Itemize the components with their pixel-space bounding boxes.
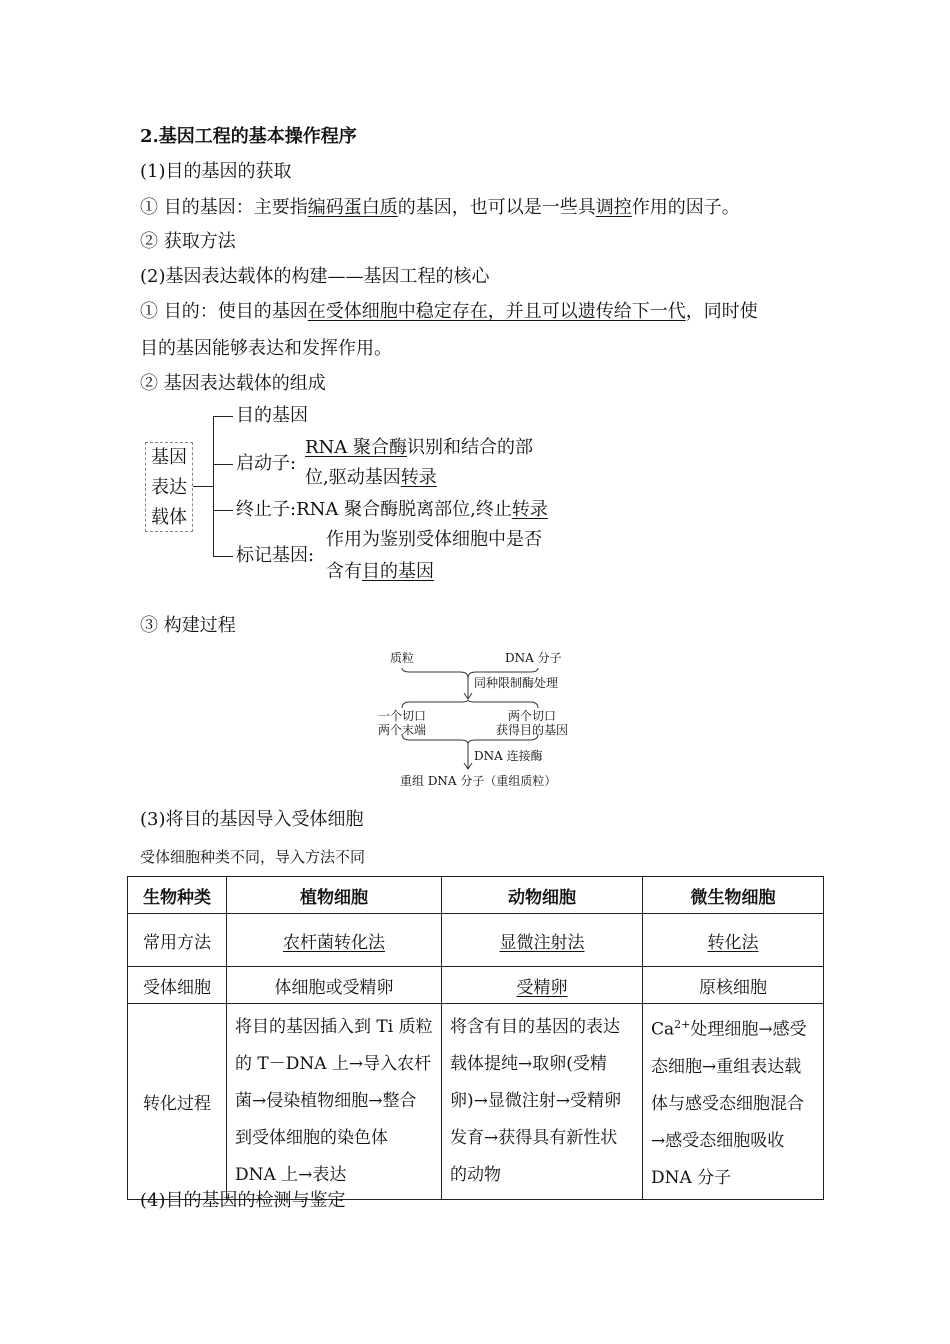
section-title: 2.基因工程的基本操作程序	[140, 126, 357, 147]
table-header-row	[128, 877, 824, 914]
table-cell: $Ca^{2+}$处理细胞→感受态细胞→重组表达载体与感受态细胞混合→感受态细胞吸收 DNA 分子	[643, 1004, 824, 1200]
s2-purpose-line2: 目的基因能够表达和发挥作用。	[140, 338, 392, 359]
flow-right-mid-2: 获得目的基因	[496, 723, 569, 737]
flow-plasmid: 质粒	[390, 651, 415, 665]
branch-terminator: 终止子:RNA 聚合酶脱离部位,终止转录	[236, 499, 548, 520]
branch-promoter-line2: 位,驱动基因转录	[305, 467, 437, 488]
branch-promoter-line1: RNA 聚合酶识别和结合的部	[305, 437, 534, 458]
s3-note: 受体细胞种类不同，导入方法不同	[140, 848, 366, 866]
table-row	[128, 914, 824, 967]
s1-target-gene: ① 目的基因：主要指编码蛋白质的基因，也可以是一些具调控作用的因子。	[140, 197, 740, 218]
branch-promoter-label: 启动子:	[236, 453, 297, 474]
table-cell: 转化法	[643, 914, 824, 967]
table-header: 植物细胞	[227, 877, 442, 914]
flow-right-mid-1: 两个切口	[508, 709, 557, 723]
s2-composition: ② 基因表达载体的组成	[140, 373, 326, 394]
table-cell: 受体细胞	[128, 967, 227, 1004]
branch-marker-label: 标记基因:	[236, 545, 315, 566]
flow-left-mid-2: 两个末端	[378, 723, 427, 737]
root-label: 基因 表达 载体	[145, 442, 193, 532]
s2-heading: (2)基因表达载体的构建——基因工程的核心	[140, 266, 490, 287]
flow-result: 重组 DNA 分子（重组质粒）	[400, 774, 557, 788]
branch-marker-line2: 含有目的基因	[326, 561, 434, 582]
table-cell: 将目的基因插入到 Ti 质粒的 T－DNA 上→导入农杆菌→侵染植物细胞→整合到受体细胞的染色体 DNA 上→表达	[227, 1004, 442, 1200]
flow-left-mid-1: 一个切口	[378, 709, 427, 723]
branch-marker-line1: 作用为鉴别受体细胞中是否	[326, 529, 542, 550]
table-header: 微生物细胞	[643, 877, 824, 914]
table-cell: 常用方法	[128, 914, 227, 967]
flow-step-ligase: DNA 连接酶	[474, 749, 543, 763]
table-cell: 显微注射法	[442, 914, 643, 967]
table-cell: 受精卵	[442, 967, 643, 1004]
table-cell: 原核细胞	[643, 967, 824, 1004]
s2-purpose-line1: ① 目的：使目的基因在受体细胞中稳定存在，并且可以遗传给下一代，同时使	[140, 301, 758, 322]
s1-heading: (1)目的基因的获取	[140, 161, 292, 182]
table-cell: 农杆菌转化法	[227, 914, 442, 967]
branch-target-gene: 目的基因	[236, 405, 308, 426]
table-cell: 将含有目的基因的表达载体提纯→取卵(受精卵)→显微注射→受精卵发育→获得具有新性状的动物	[442, 1004, 643, 1200]
s3-heading: (3)将目的基因导入受体细胞	[140, 809, 364, 830]
transform-table	[127, 876, 824, 1200]
table-row	[128, 1004, 824, 1200]
flow-step-restriction: 同种限制酶处理	[474, 676, 559, 690]
table-cell: 转化过程	[128, 1004, 227, 1200]
table-header: 生物种类	[128, 877, 227, 914]
s1-method: ② 获取方法	[140, 231, 236, 252]
s4-heading: (4)目的基因的检测与鉴定	[140, 1190, 346, 1211]
flow-dna: DNA 分子	[505, 651, 562, 665]
s2-construction: ③ 构建过程	[140, 615, 236, 636]
table-header: 动物细胞	[442, 877, 643, 914]
table-cell: 体细胞或受精卵	[227, 967, 442, 1004]
table-row	[128, 967, 824, 1004]
